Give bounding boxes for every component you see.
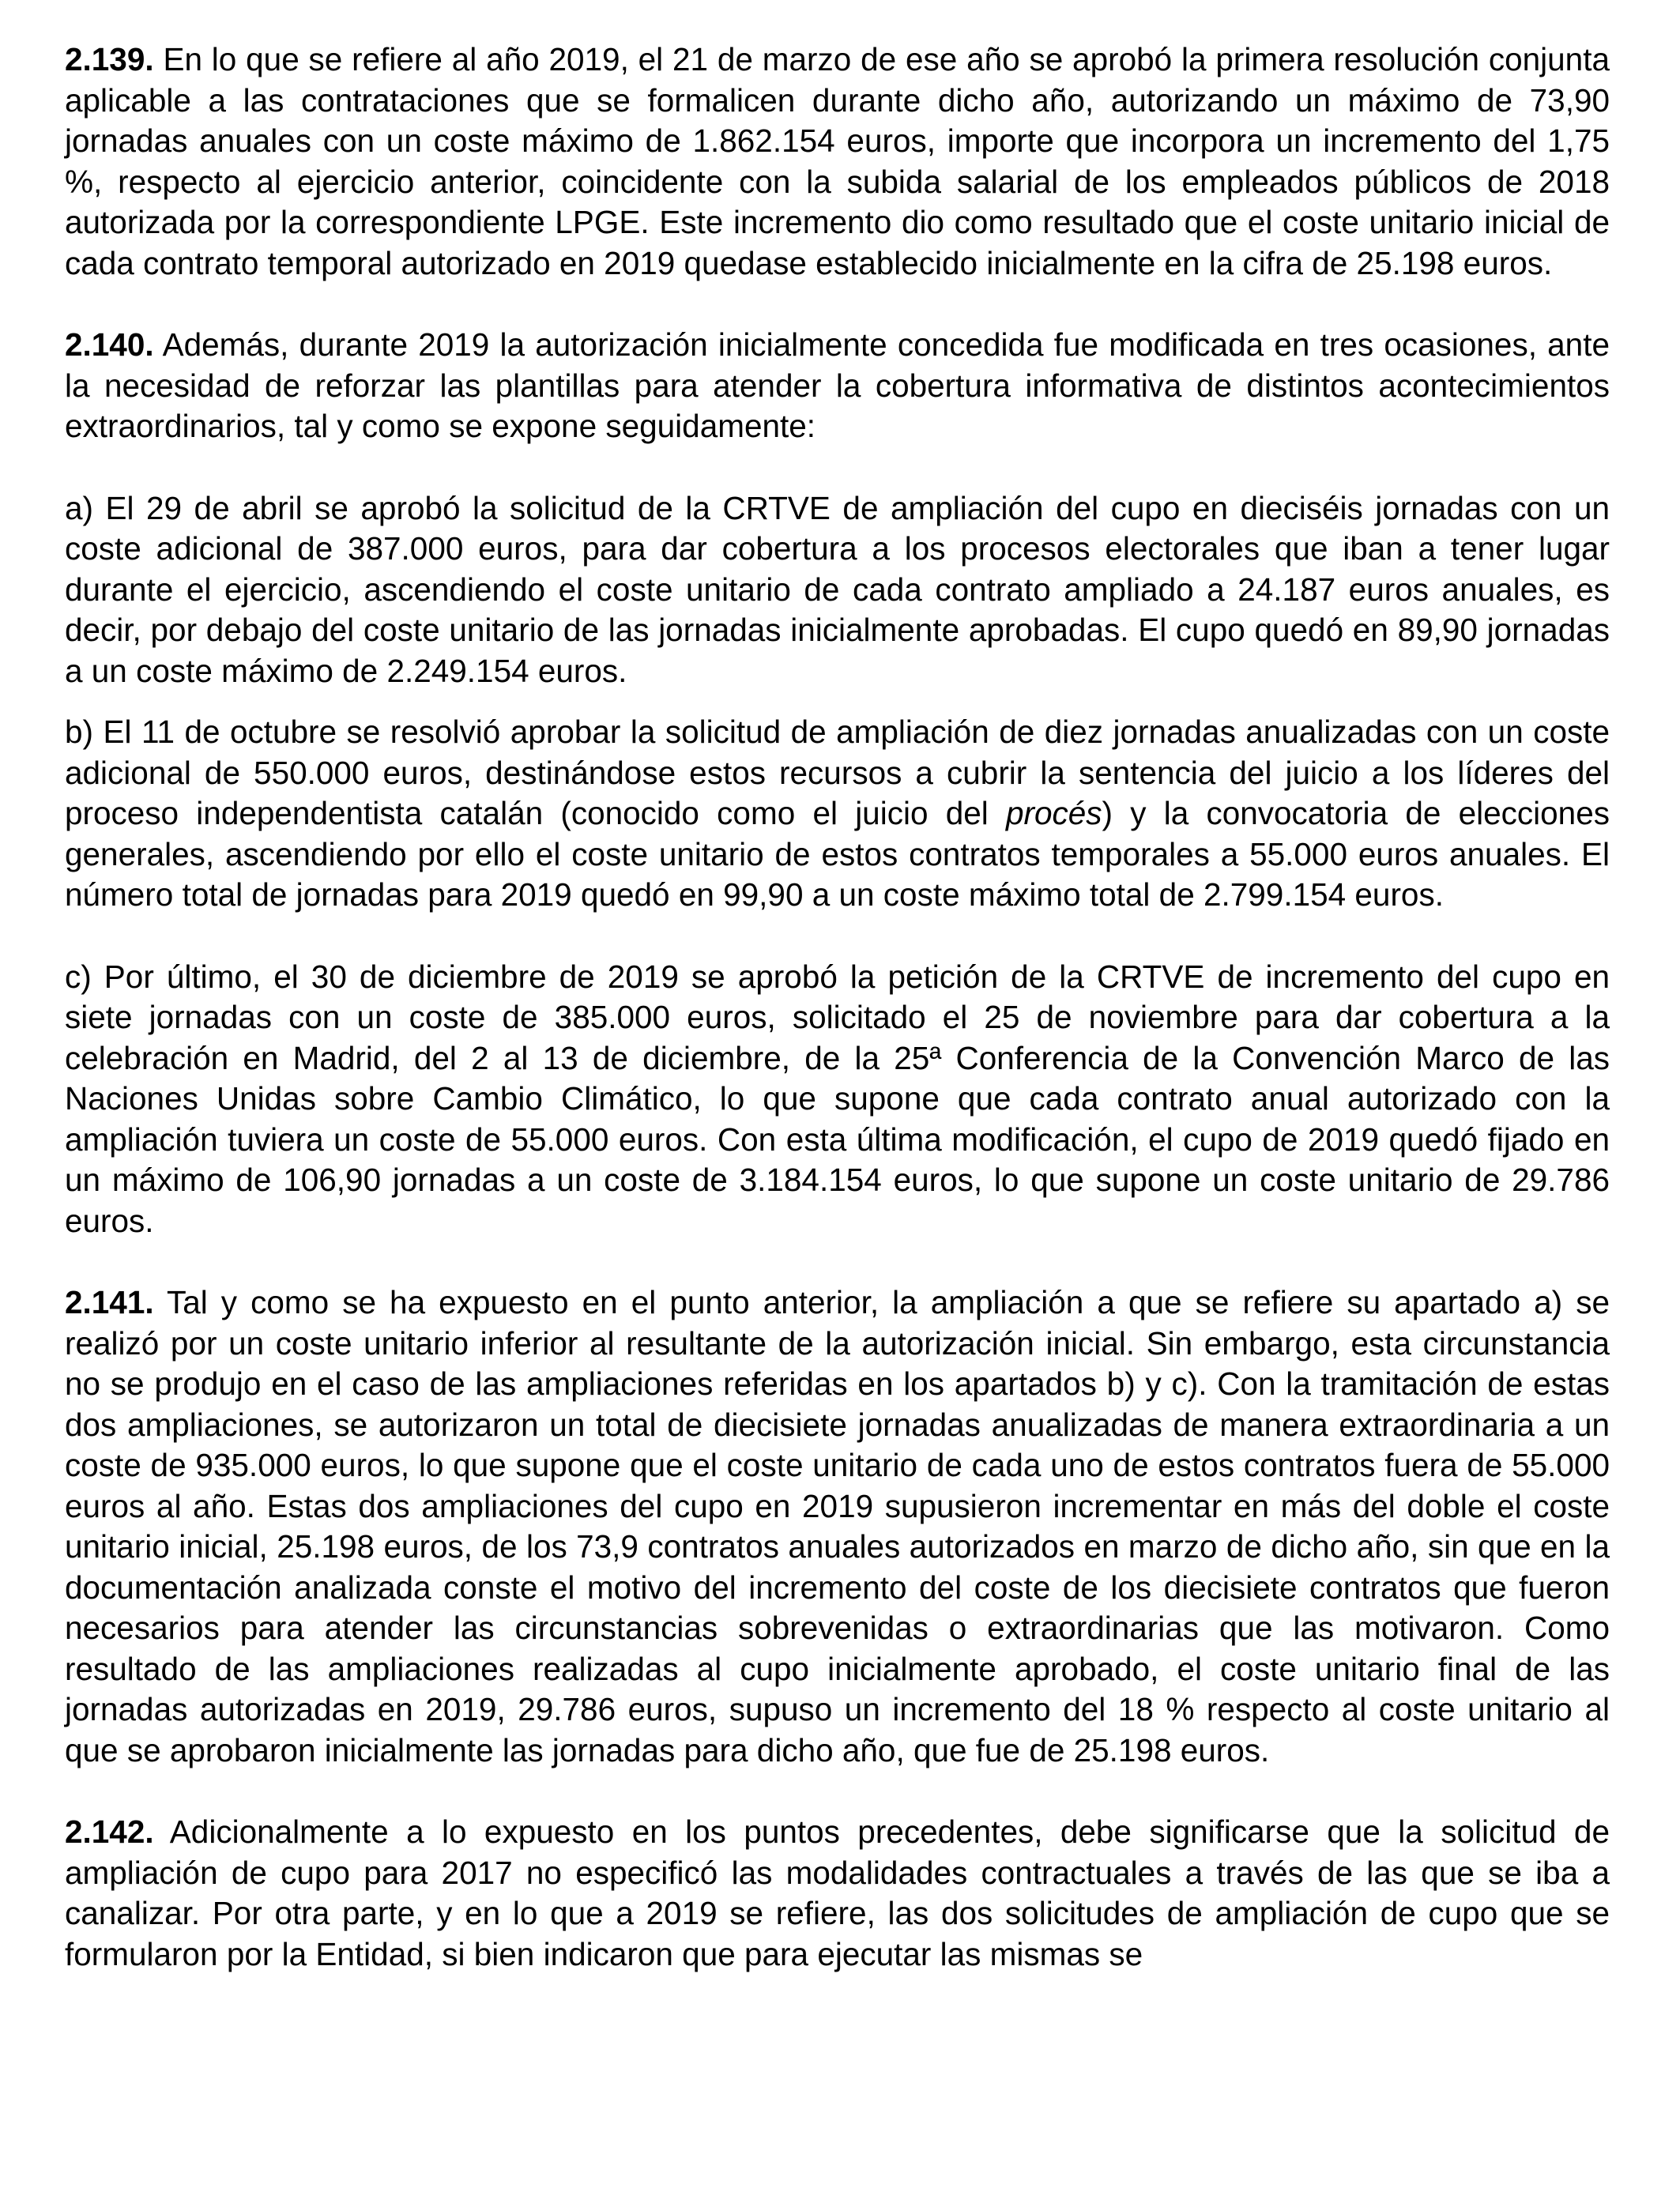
paragraph-number: 2.142. [65,1813,154,1850]
paragraph-2-140 [65,325,1610,447]
paragraph-text: Tal y como se ha expuesto en el punto anterior, la ampliación a que se refiere su apartado a) se realizó por un coste unitario inferior al resultante de la autorización inicial. Sin embargo, esta circunstancia no se produjo en el caso de las ampliaciones referidas en los apartados b) y c). Con la tramitación de estas dos ampliaciones, se autorizaron un total de diecisiete jornadas anualizadas de manera extraordinaria a un coste de 935.000 euros, lo que supone que el coste unitario de cada uno de estos contratos fuera de 55.000 euros al año. Estas dos ampliaciones del cupo en 2019 supusieron incrementar en más del doble el coste unitario inicial, 25.198 euros, de los 73,9 contratos anuales autorizados en marzo de dicho año, sin que en la documentación analizada conste el motivo del incremento del coste de los diecisiete contratos que fueron necesarios para atender las circunstancias sobrevenidas o extraordinarias que las motivaron. Como resultado de las ampliaciones realizadas al cupo inicialmente aprobado, el coste unitario final de las jornadas autorizadas en 2019, 29.786 euros, supuso un incremento del 18 % respecto al coste unitario al que se aprobaron inicialmente las jornadas para dicho año, que fue de 25.198 euros. [65,1284,1610,1768]
paragraph-text: Además, durante 2019 la autorización inicialmente concedida fue modificada en tres ocasiones, ante la necesidad de reforzar las plantillas para atender la cobertura informativa de distintos acontecimientos extraordinarios, tal y como se expone seguidamente: [65,326,1610,444]
list-item-b-text-start: b) El 11 de octubre se resolvió aprobar la solicitud de ampliación de diez jornadas anualizadas con un coste adicional de 550.000 euros, destinándose estos recursos a cubrir la sentencia del juicio a los líderes del proceso independentista catalán (conocido como el juicio del [65,714,1610,831]
paragraph-text: En lo que se refiere al año 2019, el 21 de marzo de ese año se aprobó la primera resolución conjunta aplicable a las contrataciones que se formalicen durante dicho año, autorizando un máximo de 73,90 jornadas anuales con un coste máximo de 1.862.154 euros, importe que incorpora un incremento del 1,75 %, respecto al ejercicio anterior, coincidente con la subida salarial de los empleados públicos de 2018 autorizada por la correspondiente LPGE. Este incremento dio como resultado que el coste unitario inicial de cada contrato temporal autorizado en 2019 quedase establecido inicialmente en la cifra de 25.198 euros. [65,41,1610,281]
paragraph-number: 2.140. [65,326,154,363]
paragraph-2-141 [65,1282,1610,1771]
document-page [65,40,1610,1975]
list-item-a: a) El 29 de abril se aprobó la solicitud de la CRTVE de ampliación del cupo en dieciséis jornadas con un coste adicional de 387.000 euros, para dar cobertura a los procesos electorales que iban a tener lugar durante el ejercicio, ascendiendo el coste unitario de cada contrato ampliado a 24.187 euros anuales, es decir, por debajo del coste unitario de las jornadas inicialmente aprobadas. El cupo quedó en 89,90 jornadas a un coste máximo de 2.249.154 euros. [65,489,1610,689]
list-item-b [65,712,1610,916]
paragraph-2-142 [65,1812,1610,1975]
paragraph-text: Adicionalmente a lo expuesto en los puntos precedentes, debe significarse que la solicitud de ampliación de cupo para 2017 no especificó las modalidades contractuales a través de las que se iba a canalizar. Por otra parte, y en lo que a 2019 se refiere, las dos solicitudes de ampliación de cupo que se formularon por la Entidad, si bien indicaron que para ejecutar las mismas se [65,1813,1610,1972]
paragraph-number: 2.139. [65,41,154,77]
list-item-b-italic-term: procés [1005,795,1102,831]
paragraph-number: 2.141. [65,1284,154,1320]
list-item-c: c) Por último, el 30 de diciembre de 2019 se aprobó la petición de la CRTVE de incremento del cupo en siete jornadas con un coste de 385.000 euros, solicitado el 25 de noviembre para dar cobertura a la celebración en Madrid, del 2 al 13 de diciembre, de la 25ª Conferencia de la Convención Marco de las Naciones Unidas sobre Cambio Climático, lo que supone que cada contrato anual autorizado con la ampliación tuviera un coste de 55.000 euros. Con esta última modificación, el cupo de 2019 quedó fijado en un máximo de 106,90 jornadas a un coste de 3.184.154 euros, lo que supone un coste unitario de 29.786 euros. [65,958,1610,1239]
list-item-b-text-end: ) y la convocatoria de elecciones generales, ascendiendo por ello el coste unitario de estos contratos temporales a 55.000 euros anuales. El número total de jornadas para 2019 quedó en 99,90 a un coste máximo total de 2.799.154 euros. [65,795,1610,913]
paragraph-2-139 [65,40,1610,284]
